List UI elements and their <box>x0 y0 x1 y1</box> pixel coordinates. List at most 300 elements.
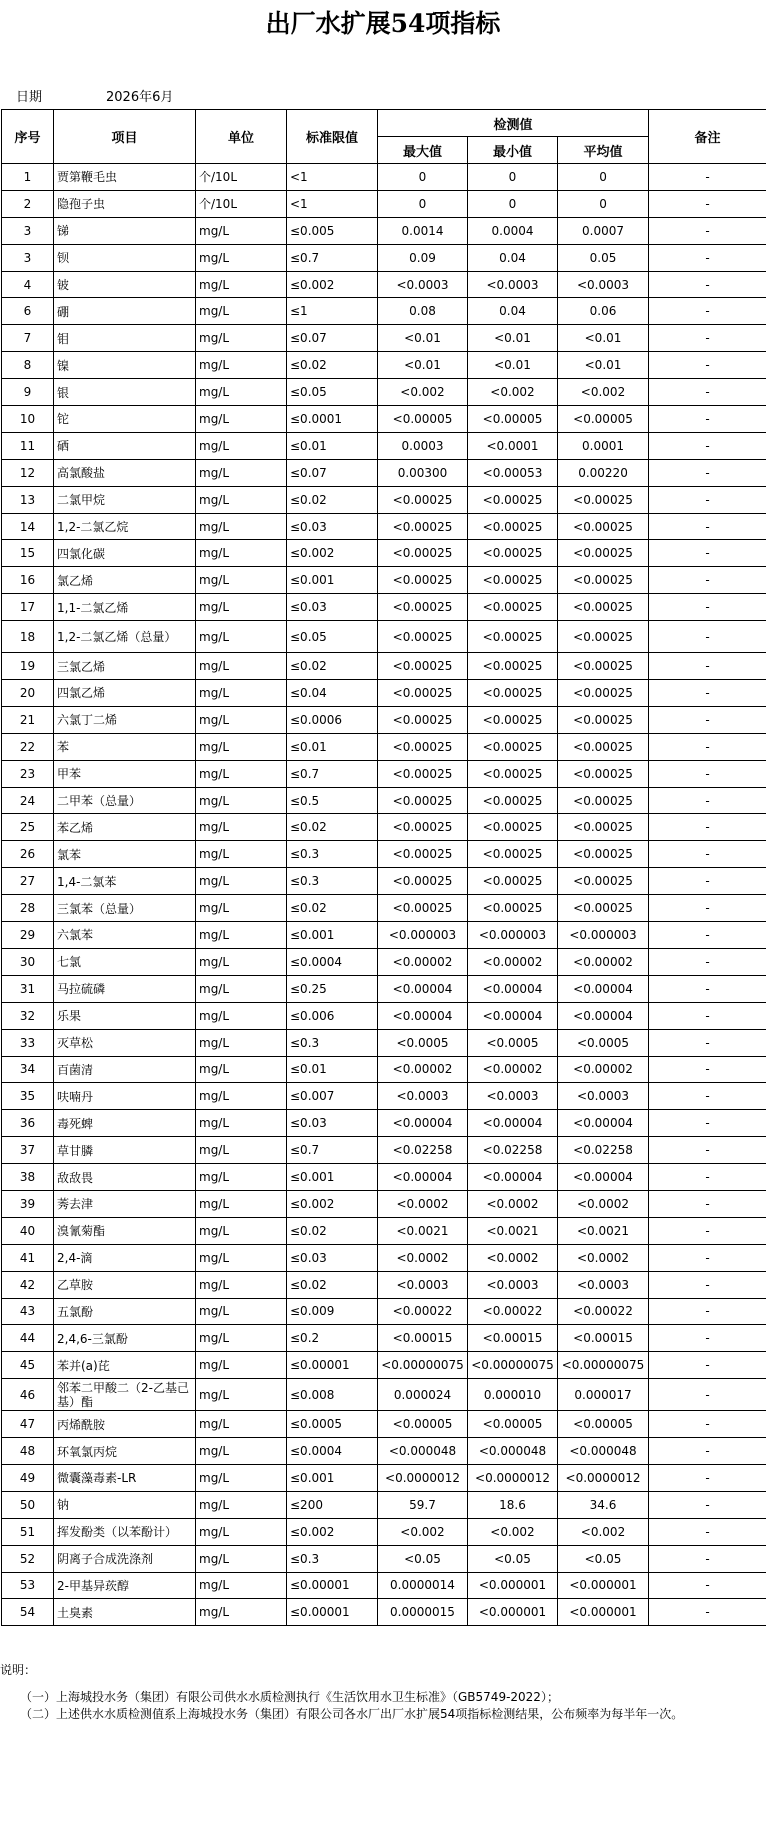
cell-min: <0.000001 <box>468 1572 558 1599</box>
cell-remark: - <box>649 760 766 787</box>
cell-limit: ≤0.07 <box>287 325 378 352</box>
cell-avg: <0.00025 <box>558 814 649 841</box>
cell-max: <0.00025 <box>378 760 468 787</box>
page-title: 出厂水扩展54项指标 <box>265 9 501 38</box>
cell-unit: mg/L <box>196 868 287 895</box>
cell-avg: <0.00025 <box>558 653 649 680</box>
table-row <box>2 1599 766 1626</box>
cell-remark: - <box>649 406 766 433</box>
cell-no: 16 <box>2 567 54 594</box>
cell-unit: mg/L <box>196 244 287 271</box>
header-max: 最大值 <box>378 137 468 164</box>
cell-limit: ≤0.5 <box>287 787 378 814</box>
cell-max: <0.000048 <box>378 1438 468 1465</box>
cell-avg: 0.0001 <box>558 432 649 459</box>
cell-unit: mg/L <box>196 379 287 406</box>
cell-remark: - <box>649 513 766 540</box>
cell-unit: mg/L <box>196 706 287 733</box>
table-row <box>2 1325 766 1352</box>
cell-min: <0.00025 <box>468 814 558 841</box>
cell-max: <0.002 <box>378 379 468 406</box>
cell-unit: mg/L <box>196 1190 287 1217</box>
cell-max: <0.00025 <box>378 621 468 653</box>
cell-item: 乙草胺 <box>54 1271 196 1298</box>
header-item: 项目 <box>54 110 196 164</box>
cell-min: 0.0004 <box>468 217 558 244</box>
cell-avg: <0.00025 <box>558 841 649 868</box>
cell-no: 9 <box>2 379 54 406</box>
cell-no: 53 <box>2 1572 54 1599</box>
cell-unit: mg/L <box>196 1029 287 1056</box>
cell-limit: ≤0.05 <box>287 621 378 653</box>
table-row <box>2 567 766 594</box>
cell-min: <0.0003 <box>468 1083 558 1110</box>
cell-item: 1,2-二氯乙烷 <box>54 513 196 540</box>
cell-avg: 0.0007 <box>558 217 649 244</box>
table-row <box>2 680 766 707</box>
cell-no: 4 <box>2 271 54 298</box>
cell-limit: ≤0.7 <box>287 244 378 271</box>
cell-unit: mg/L <box>196 895 287 922</box>
cell-min: <0.02258 <box>468 1137 558 1164</box>
cell-avg: <0.000048 <box>558 1438 649 1465</box>
cell-min: <0.0000012 <box>468 1464 558 1491</box>
cell-remark: - <box>649 1110 766 1137</box>
cell-item: 六氯苯 <box>54 922 196 949</box>
cell-remark: - <box>649 1599 766 1626</box>
cell-avg: <0.00025 <box>558 733 649 760</box>
table-row <box>2 1137 766 1164</box>
cell-max: <0.00004 <box>378 975 468 1002</box>
cell-avg: <0.00004 <box>558 1164 649 1191</box>
cell-limit: ≤0.0006 <box>287 706 378 733</box>
cell-min: <0.0003 <box>468 271 558 298</box>
cell-min: <0.0003 <box>468 1271 558 1298</box>
table-row <box>2 190 766 217</box>
table-row <box>2 325 766 352</box>
cell-limit: ≤0.001 <box>287 1164 378 1191</box>
table-row <box>2 621 766 653</box>
cell-max: <0.00004 <box>378 1110 468 1137</box>
cell-max: <0.0002 <box>378 1190 468 1217</box>
cell-no: 8 <box>2 352 54 379</box>
cell-min: <0.00025 <box>468 706 558 733</box>
cell-min: <0.00025 <box>468 841 558 868</box>
cell-avg: <0.00025 <box>558 540 649 567</box>
table-row <box>2 432 766 459</box>
cell-avg: <0.0021 <box>558 1217 649 1244</box>
cell-unit: mg/L <box>196 1491 287 1518</box>
cell-min: <0.00025 <box>468 486 558 513</box>
cell-max: 0 <box>378 164 468 191</box>
cell-avg: <0.000003 <box>558 922 649 949</box>
cell-min: <0.00025 <box>468 895 558 922</box>
notes-heading: 说明： <box>0 1663 37 1677</box>
cell-avg: <0.00000075 <box>558 1352 649 1379</box>
table-row <box>2 948 766 975</box>
cell-max: <0.0003 <box>378 271 468 298</box>
cell-no: 29 <box>2 922 54 949</box>
date-value: 2026年6月 <box>106 90 174 105</box>
cell-remark: - <box>649 244 766 271</box>
cell-avg: <0.0003 <box>558 271 649 298</box>
cell-limit: ≤0.01 <box>287 733 378 760</box>
cell-limit: ≤0.03 <box>287 1110 378 1137</box>
cell-unit: mg/L <box>196 540 287 567</box>
cell-limit: ≤200 <box>287 1491 378 1518</box>
cell-unit: mg/L <box>196 459 287 486</box>
cell-max: <0.0005 <box>378 1029 468 1056</box>
table-row <box>2 1029 766 1056</box>
cell-avg: <0.002 <box>558 1518 649 1545</box>
cell-max: <0.00025 <box>378 680 468 707</box>
cell-item: 钠 <box>54 1491 196 1518</box>
cell-no: 31 <box>2 975 54 1002</box>
table-row <box>2 1056 766 1083</box>
cell-remark: - <box>649 1491 766 1518</box>
cell-item: 毒死蜱 <box>54 1110 196 1137</box>
cell-max: 0.0000015 <box>378 1599 468 1626</box>
cell-no: 19 <box>2 653 54 680</box>
cell-max: <0.00025 <box>378 706 468 733</box>
cell-min: <0.00025 <box>468 868 558 895</box>
cell-remark: - <box>649 787 766 814</box>
cell-max: 0.0014 <box>378 217 468 244</box>
cell-no: 46 <box>2 1379 54 1411</box>
cell-limit: <1 <box>287 190 378 217</box>
cell-avg: <0.00025 <box>558 567 649 594</box>
cell-unit: 个/10L <box>196 164 287 191</box>
table-row <box>2 895 766 922</box>
cell-unit: mg/L <box>196 325 287 352</box>
cell-limit: ≤0.002 <box>287 271 378 298</box>
table-row <box>2 706 766 733</box>
cell-avg: <0.05 <box>558 1545 649 1572</box>
cell-limit: ≤0.02 <box>287 1217 378 1244</box>
cell-min: <0.00025 <box>468 540 558 567</box>
cell-limit: ≤0.002 <box>287 540 378 567</box>
cell-limit: ≤0.2 <box>287 1325 378 1352</box>
cell-unit: mg/L <box>196 814 287 841</box>
header-avg: 平均值 <box>558 137 649 164</box>
cell-min: <0.01 <box>468 325 558 352</box>
cell-limit: ≤0.05 <box>287 379 378 406</box>
cell-no: 49 <box>2 1464 54 1491</box>
cell-limit: ≤0.7 <box>287 760 378 787</box>
cell-no: 50 <box>2 1491 54 1518</box>
cell-remark: - <box>649 1137 766 1164</box>
cell-remark: - <box>649 1379 766 1411</box>
table-row <box>2 1352 766 1379</box>
cell-no: 2 <box>2 190 54 217</box>
cell-min: <0.00025 <box>468 653 558 680</box>
cell-remark: - <box>649 352 766 379</box>
cell-avg: <0.00004 <box>558 1110 649 1137</box>
cell-max: 0 <box>378 190 468 217</box>
table-row <box>2 1379 766 1411</box>
cell-unit: mg/L <box>196 841 287 868</box>
table-row <box>2 760 766 787</box>
cell-no: 3 <box>2 244 54 271</box>
cell-remark: - <box>649 1056 766 1083</box>
table-row <box>2 1244 766 1271</box>
cell-item: 钡 <box>54 244 196 271</box>
header-limit: 标准限值 <box>287 110 378 164</box>
cell-item: 阴离子合成洗涤剂 <box>54 1545 196 1572</box>
cell-remark: - <box>649 841 766 868</box>
table-row <box>2 868 766 895</box>
cell-limit: ≤0.009 <box>287 1298 378 1325</box>
table-row <box>2 1545 766 1572</box>
cell-item: 1,4-二氯苯 <box>54 868 196 895</box>
cell-max: <0.0003 <box>378 1271 468 1298</box>
cell-max: <0.00022 <box>378 1298 468 1325</box>
cell-avg: <0.0002 <box>558 1244 649 1271</box>
cell-remark: - <box>649 1164 766 1191</box>
cell-min: <0.00025 <box>468 733 558 760</box>
cell-unit: mg/L <box>196 1271 287 1298</box>
cell-item: 镍 <box>54 352 196 379</box>
cell-max: <0.00004 <box>378 1164 468 1191</box>
cell-unit: mg/L <box>196 1217 287 1244</box>
cell-remark: - <box>649 271 766 298</box>
cell-no: 40 <box>2 1217 54 1244</box>
table-row <box>2 1164 766 1191</box>
cell-no: 39 <box>2 1190 54 1217</box>
cell-remark: - <box>649 1190 766 1217</box>
cell-limit: ≤0.002 <box>287 1190 378 1217</box>
cell-avg: <0.000001 <box>558 1599 649 1626</box>
table-row <box>2 975 766 1002</box>
table-row <box>2 1217 766 1244</box>
cell-max: <0.00000075 <box>378 1352 468 1379</box>
cell-max: 59.7 <box>378 1491 468 1518</box>
cell-min: <0.00025 <box>468 621 558 653</box>
cell-min: 0.04 <box>468 298 558 325</box>
cell-unit: mg/L <box>196 271 287 298</box>
cell-max: 0.0000014 <box>378 1572 468 1599</box>
cell-limit: ≤0.002 <box>287 1518 378 1545</box>
cell-no: 27 <box>2 868 54 895</box>
cell-limit: ≤0.01 <box>287 1056 378 1083</box>
date-label: 日期 <box>16 90 43 105</box>
cell-avg: 0 <box>558 164 649 191</box>
date-row <box>16 86 174 105</box>
cell-min: <0.00022 <box>468 1298 558 1325</box>
cell-remark: - <box>649 379 766 406</box>
cell-min: 18.6 <box>468 1491 558 1518</box>
cell-unit: 个/10L <box>196 190 287 217</box>
notes-line: （二）上述供水水质检测值系上海城投水务（集团）有限公司各水厂出厂水扩展54项指标检测结果，公布频率为每半年一次。 <box>20 1707 684 1721</box>
cell-max: 0.0003 <box>378 432 468 459</box>
cell-item: 二氯甲烷 <box>54 486 196 513</box>
cell-remark: - <box>649 1352 766 1379</box>
cell-remark: - <box>649 567 766 594</box>
cell-unit: mg/L <box>196 1244 287 1271</box>
cell-unit: mg/L <box>196 1137 287 1164</box>
cell-min: <0.00004 <box>468 1110 558 1137</box>
cell-item: 2-甲基异莰醇 <box>54 1572 196 1599</box>
table-row <box>2 1110 766 1137</box>
cell-no: 21 <box>2 706 54 733</box>
cell-min: <0.00004 <box>468 1002 558 1029</box>
cell-avg: 0.000017 <box>558 1379 649 1411</box>
cell-item: 乐果 <box>54 1002 196 1029</box>
cell-item: 微囊藻毒素-LR <box>54 1464 196 1491</box>
cell-remark: - <box>649 1271 766 1298</box>
cell-limit: ≤0.04 <box>287 680 378 707</box>
cell-limit: ≤0.007 <box>287 1083 378 1110</box>
cell-unit: mg/L <box>196 1083 287 1110</box>
cell-item: 氯乙烯 <box>54 567 196 594</box>
cell-item: 灭草松 <box>54 1029 196 1056</box>
cell-max: <0.05 <box>378 1545 468 1572</box>
cell-limit: ≤0.07 <box>287 459 378 486</box>
cell-unit: mg/L <box>196 217 287 244</box>
cell-min: <0.01 <box>468 352 558 379</box>
cell-remark: - <box>649 1029 766 1056</box>
cell-max: <0.00025 <box>378 486 468 513</box>
cell-remark: - <box>649 922 766 949</box>
cell-remark: - <box>649 486 766 513</box>
cell-max: <0.0021 <box>378 1217 468 1244</box>
table-row <box>2 1083 766 1110</box>
cell-avg: <0.00025 <box>558 868 649 895</box>
cell-min: <0.002 <box>468 379 558 406</box>
cell-remark: - <box>649 1325 766 1352</box>
header-detect: 检测值 <box>378 110 649 137</box>
table-row <box>2 733 766 760</box>
cell-unit: mg/L <box>196 406 287 433</box>
cell-min: <0.00004 <box>468 1164 558 1191</box>
cell-no: 24 <box>2 787 54 814</box>
cell-limit: ≤0.3 <box>287 841 378 868</box>
cell-item: 钼 <box>54 325 196 352</box>
cell-avg: <0.00025 <box>558 706 649 733</box>
cell-no: 44 <box>2 1325 54 1352</box>
cell-no: 13 <box>2 486 54 513</box>
cell-avg: <0.01 <box>558 325 649 352</box>
cell-max: <0.00002 <box>378 948 468 975</box>
table-row <box>2 406 766 433</box>
table-row <box>2 298 766 325</box>
cell-item: 苯乙烯 <box>54 814 196 841</box>
cell-no: 37 <box>2 1137 54 1164</box>
cell-limit: ≤0.03 <box>287 513 378 540</box>
cell-min: <0.05 <box>468 1545 558 1572</box>
cell-no: 25 <box>2 814 54 841</box>
cell-avg: <0.00015 <box>558 1325 649 1352</box>
cell-avg: <0.000001 <box>558 1572 649 1599</box>
cell-unit: mg/L <box>196 486 287 513</box>
cell-max: <0.00025 <box>378 787 468 814</box>
header-no: 序号 <box>2 110 54 164</box>
cell-avg: <0.002 <box>558 379 649 406</box>
cell-item: 百菌清 <box>54 1056 196 1083</box>
cell-item: 硒 <box>54 432 196 459</box>
cell-item: 马拉硫磷 <box>54 975 196 1002</box>
cell-unit: mg/L <box>196 1164 287 1191</box>
cell-limit: ≤0.02 <box>287 486 378 513</box>
cell-item: 土臭素 <box>54 1599 196 1626</box>
cell-no: 22 <box>2 733 54 760</box>
indicator-table <box>1 109 766 1626</box>
cell-no: 7 <box>2 325 54 352</box>
cell-min: <0.00002 <box>468 1056 558 1083</box>
cell-max: <0.0000012 <box>378 1464 468 1491</box>
table-row <box>2 459 766 486</box>
cell-unit: mg/L <box>196 352 287 379</box>
cell-max: 0.00300 <box>378 459 468 486</box>
cell-max: <0.00025 <box>378 868 468 895</box>
cell-limit: ≤1 <box>287 298 378 325</box>
cell-unit: mg/L <box>196 513 287 540</box>
cell-unit: mg/L <box>196 432 287 459</box>
cell-min: <0.00025 <box>468 513 558 540</box>
cell-limit: ≤0.03 <box>287 1244 378 1271</box>
cell-avg: <0.00004 <box>558 1002 649 1029</box>
cell-min: <0.0021 <box>468 1217 558 1244</box>
table-row <box>2 814 766 841</box>
table-row <box>2 271 766 298</box>
cell-remark: - <box>649 1217 766 1244</box>
cell-unit: mg/L <box>196 1056 287 1083</box>
cell-unit: mg/L <box>196 1352 287 1379</box>
cell-limit: ≤0.3 <box>287 1545 378 1572</box>
cell-no: 45 <box>2 1352 54 1379</box>
table-row <box>2 1438 766 1465</box>
cell-limit: ≤0.001 <box>287 567 378 594</box>
cell-no: 18 <box>2 621 54 653</box>
cell-limit: ≤0.02 <box>287 1271 378 1298</box>
table-row <box>2 1464 766 1491</box>
cell-avg: <0.0003 <box>558 1271 649 1298</box>
cell-avg: 0 <box>558 190 649 217</box>
cell-no: 34 <box>2 1056 54 1083</box>
cell-max: <0.00002 <box>378 1056 468 1083</box>
cell-no: 10 <box>2 406 54 433</box>
cell-min: <0.002 <box>468 1518 558 1545</box>
cell-unit: mg/L <box>196 1002 287 1029</box>
cell-min: <0.00025 <box>468 680 558 707</box>
table-row <box>2 841 766 868</box>
cell-max: <0.00015 <box>378 1325 468 1352</box>
cell-unit: mg/L <box>196 1572 287 1599</box>
cell-min: <0.00053 <box>468 459 558 486</box>
cell-unit: mg/L <box>196 760 287 787</box>
cell-avg: <0.00005 <box>558 1411 649 1438</box>
cell-item: 铍 <box>54 271 196 298</box>
cell-item: 二甲苯（总量） <box>54 787 196 814</box>
cell-item: 苯并(a)芘 <box>54 1352 196 1379</box>
cell-item: 2,4,6-三氯酚 <box>54 1325 196 1352</box>
cell-item: 1,2-二氯乙烯（总量） <box>54 621 196 653</box>
cell-item: 三氯乙烯 <box>54 653 196 680</box>
cell-unit: mg/L <box>196 787 287 814</box>
cell-limit: ≤0.0004 <box>287 948 378 975</box>
cell-item: 四氯乙烯 <box>54 680 196 707</box>
cell-unit: mg/L <box>196 1325 287 1352</box>
cell-unit: mg/L <box>196 1518 287 1545</box>
cell-limit: ≤0.02 <box>287 814 378 841</box>
cell-max: <0.01 <box>378 325 468 352</box>
cell-min: 0.04 <box>468 244 558 271</box>
cell-max: 0.08 <box>378 298 468 325</box>
cell-no: 11 <box>2 432 54 459</box>
cell-limit: ≤0.3 <box>287 868 378 895</box>
cell-remark: - <box>649 868 766 895</box>
cell-no: 47 <box>2 1411 54 1438</box>
